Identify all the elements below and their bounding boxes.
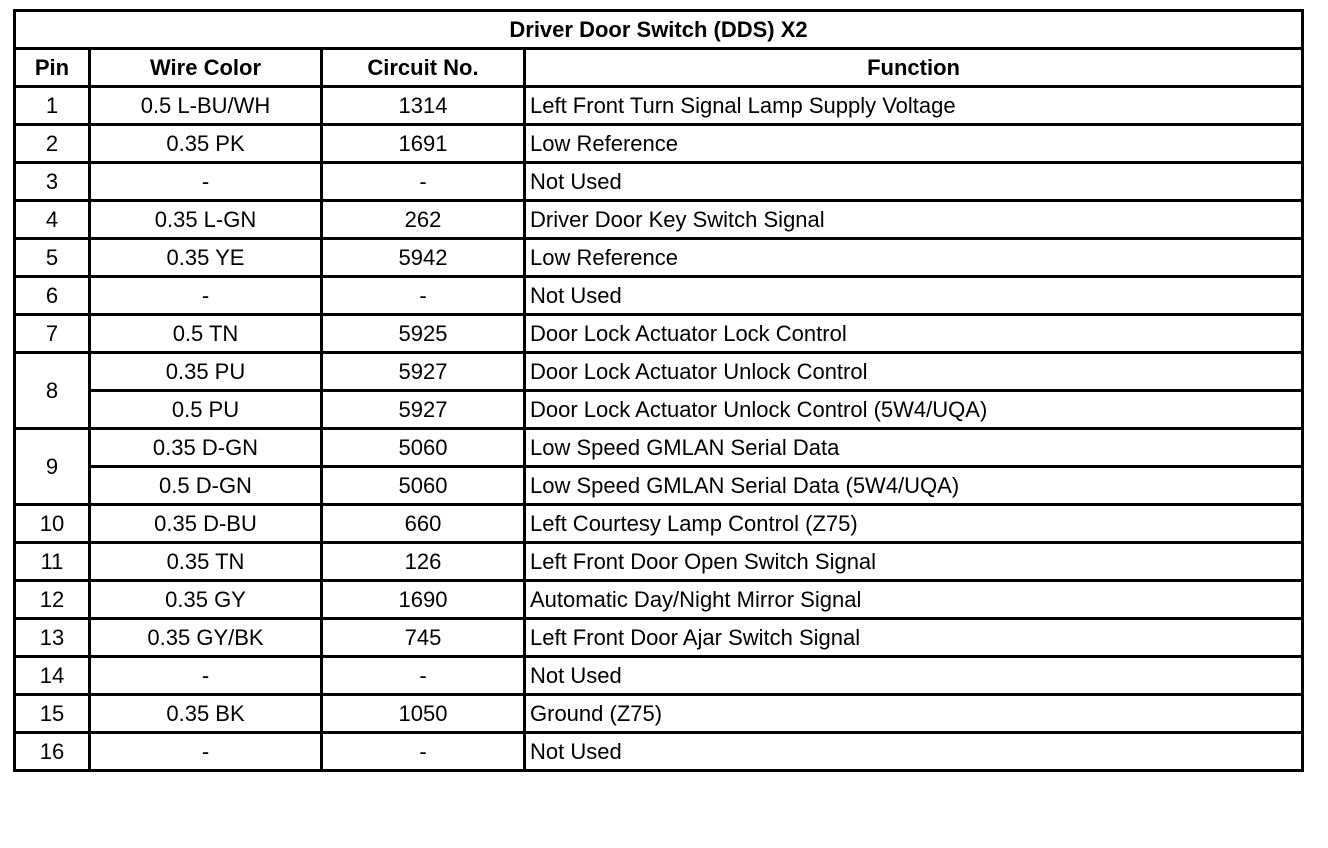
circuit-cell: 5060 xyxy=(322,467,525,505)
function-cell: Not Used xyxy=(525,277,1303,315)
table-title-row xyxy=(15,11,1303,49)
circuit-cell: - xyxy=(322,163,525,201)
circuit-cell: 1314 xyxy=(322,87,525,125)
table-row xyxy=(15,695,1303,733)
circuit-cell: 1050 xyxy=(322,695,525,733)
function-cell: Low Speed GMLAN Serial Data (5W4/UQA) xyxy=(525,467,1303,505)
circuit-cell: 5942 xyxy=(322,239,525,277)
pin-cell: 6 xyxy=(15,277,90,315)
table-row xyxy=(15,619,1303,657)
wire-color-cell: - xyxy=(90,277,322,315)
circuit-cell: 5925 xyxy=(322,315,525,353)
function-cell: Not Used xyxy=(525,657,1303,695)
function-cell: Automatic Day/Night Mirror Signal xyxy=(525,581,1303,619)
circuit-cell: - xyxy=(322,733,525,771)
function-cell: Left Front Door Open Switch Signal xyxy=(525,543,1303,581)
function-cell: Low Reference xyxy=(525,125,1303,163)
function-cell: Driver Door Key Switch Signal xyxy=(525,201,1303,239)
function-cell: Not Used xyxy=(525,733,1303,771)
function-cell: Low Reference xyxy=(525,239,1303,277)
pin-cell: 9 xyxy=(15,429,90,505)
header-wire-color: Wire Color xyxy=(90,49,322,87)
pin-cell: 13 xyxy=(15,619,90,657)
function-cell: Door Lock Actuator Lock Control xyxy=(525,315,1303,353)
circuit-cell: 660 xyxy=(322,505,525,543)
wire-color-cell: 0.35 L-GN xyxy=(90,201,322,239)
function-cell: Ground (Z75) xyxy=(525,695,1303,733)
function-cell: Low Speed GMLAN Serial Data xyxy=(525,429,1303,467)
circuit-cell: 1691 xyxy=(322,125,525,163)
wire-color-cell: 0.35 GY xyxy=(90,581,322,619)
function-cell: Not Used xyxy=(525,163,1303,201)
wire-color-cell: 0.5 TN xyxy=(90,315,322,353)
table-row xyxy=(15,505,1303,543)
circuit-cell: 262 xyxy=(322,201,525,239)
pin-cell: 15 xyxy=(15,695,90,733)
wire-color-cell: 0.35 TN xyxy=(90,543,322,581)
wire-color-cell: - xyxy=(90,733,322,771)
pin-cell: 7 xyxy=(15,315,90,353)
pin-cell: 3 xyxy=(15,163,90,201)
wire-color-cell: 0.35 PK xyxy=(90,125,322,163)
circuit-cell: 5060 xyxy=(322,429,525,467)
table-row xyxy=(15,467,1303,505)
circuit-cell: 5927 xyxy=(322,391,525,429)
table-row xyxy=(15,581,1303,619)
table-row xyxy=(15,353,1303,391)
function-cell: Left Front Door Ajar Switch Signal xyxy=(525,619,1303,657)
header-function: Function xyxy=(525,49,1303,87)
pin-cell: 2 xyxy=(15,125,90,163)
table-row xyxy=(15,429,1303,467)
pin-cell: 1 xyxy=(15,87,90,125)
wire-color-cell: 0.35 GY/BK xyxy=(90,619,322,657)
table-row xyxy=(15,657,1303,695)
circuit-cell: - xyxy=(322,657,525,695)
table-header-row xyxy=(15,49,1303,87)
table-row xyxy=(15,277,1303,315)
wire-color-cell: 0.5 L-BU/WH xyxy=(90,87,322,125)
pin-cell: 8 xyxy=(15,353,90,429)
table-row xyxy=(15,87,1303,125)
pin-cell: 11 xyxy=(15,543,90,581)
circuit-cell: 126 xyxy=(322,543,525,581)
wire-color-cell: - xyxy=(90,163,322,201)
pin-cell: 10 xyxy=(15,505,90,543)
table-row xyxy=(15,543,1303,581)
table-row xyxy=(15,201,1303,239)
wire-color-cell: 0.35 YE xyxy=(90,239,322,277)
connector-pinout-table xyxy=(13,9,1304,772)
wire-color-cell: 0.35 D-GN xyxy=(90,429,322,467)
table-row xyxy=(15,239,1303,277)
circuit-cell: 1690 xyxy=(322,581,525,619)
header-pin: Pin xyxy=(15,49,90,87)
circuit-cell: 5927 xyxy=(322,353,525,391)
pin-cell: 16 xyxy=(15,733,90,771)
function-cell: Door Lock Actuator Unlock Control xyxy=(525,353,1303,391)
wire-color-cell: 0.35 D-BU xyxy=(90,505,322,543)
function-cell: Left Front Turn Signal Lamp Supply Voltage xyxy=(525,87,1303,125)
table-title: Driver Door Switch (DDS) X2 xyxy=(15,11,1303,49)
wire-color-cell: 0.5 PU xyxy=(90,391,322,429)
wire-color-cell: 0.5 D-GN xyxy=(90,467,322,505)
circuit-cell: - xyxy=(322,277,525,315)
function-cell: Door Lock Actuator Unlock Control (5W4/UQA) xyxy=(525,391,1303,429)
table-row xyxy=(15,391,1303,429)
circuit-cell: 745 xyxy=(322,619,525,657)
wire-color-cell: 0.35 PU xyxy=(90,353,322,391)
table-row xyxy=(15,125,1303,163)
table-row xyxy=(15,163,1303,201)
table-row xyxy=(15,315,1303,353)
table-row xyxy=(15,733,1303,771)
function-cell: Left Courtesy Lamp Control (Z75) xyxy=(525,505,1303,543)
header-circuit-number: Circuit No. xyxy=(322,49,525,87)
pin-cell: 12 xyxy=(15,581,90,619)
wire-color-cell: 0.35 BK xyxy=(90,695,322,733)
pin-cell: 5 xyxy=(15,239,90,277)
pin-cell: 14 xyxy=(15,657,90,695)
wire-color-cell: - xyxy=(90,657,322,695)
pin-cell: 4 xyxy=(15,201,90,239)
